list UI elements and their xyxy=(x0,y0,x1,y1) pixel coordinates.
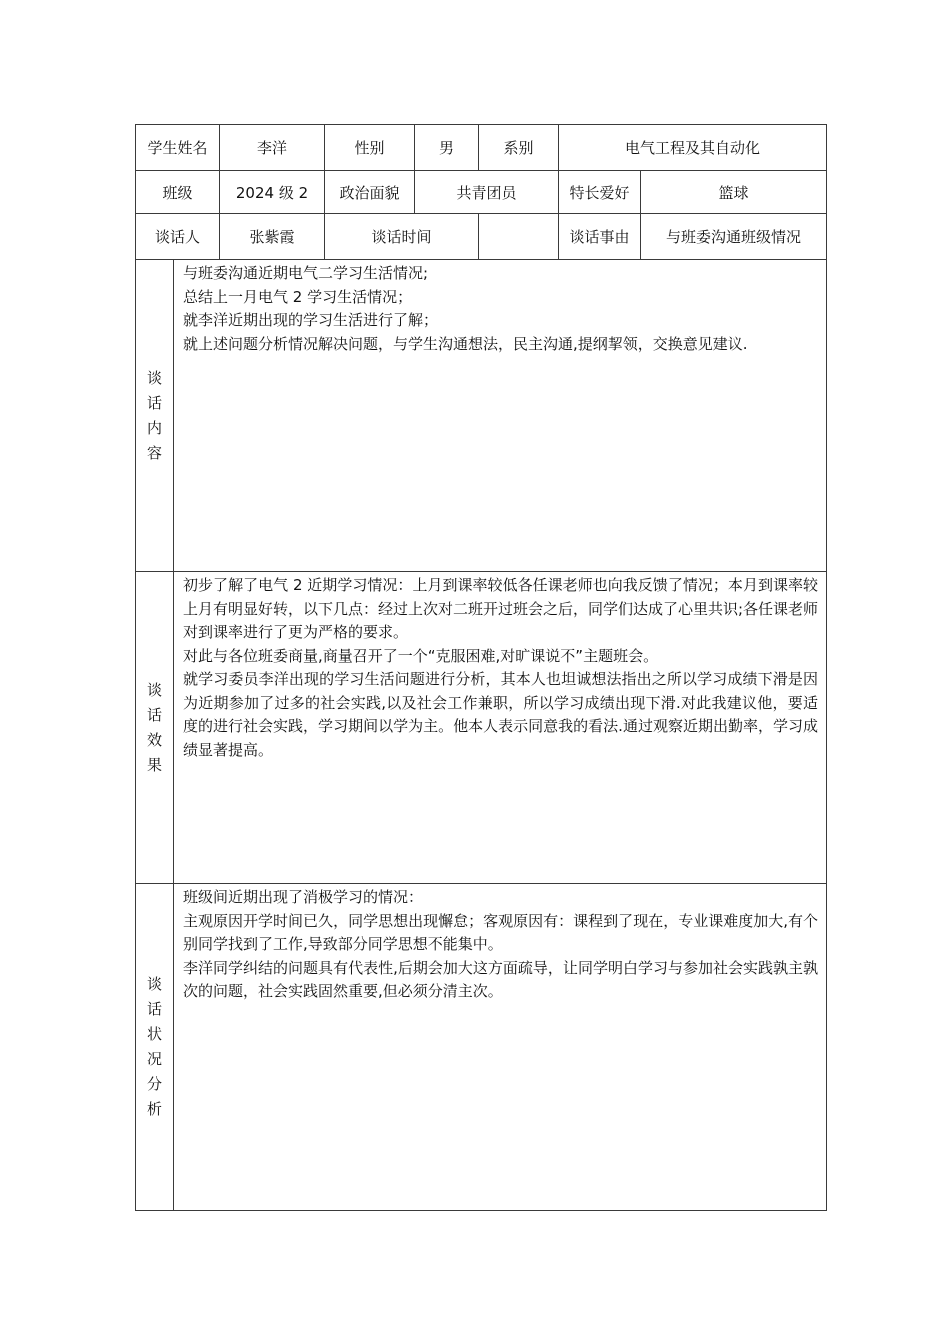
political-label: 政治面貌 xyxy=(325,171,415,214)
row-talk-info xyxy=(136,214,827,260)
effect-paragraph: 对此与各位班委商量,商量召开了一个“克服困难,对旷课说不”主题班会。 xyxy=(183,646,659,665)
interviewer-label: 谈话人 xyxy=(136,214,220,260)
class-value: 2024 级 2 xyxy=(220,171,325,214)
content-line: 总结上一月电气 2 学习生活情况； xyxy=(183,287,413,306)
gender-value: 男 xyxy=(415,125,479,171)
content-line: 就上述问题分析情况解决问题，与学生沟通想法，民主沟通,提纲挈领，交换意见建议. xyxy=(183,334,748,353)
reason-label: 谈话事由 xyxy=(559,214,641,260)
department-label: 系别 xyxy=(479,125,559,171)
content-line: 就李洋近期出现的学习生活进行了解； xyxy=(183,311,439,329)
row-class-info xyxy=(136,171,827,214)
hobby-value: 篮球 xyxy=(641,171,827,214)
talk-record-table xyxy=(135,124,827,1211)
section-content xyxy=(136,260,827,572)
section-body-analysis xyxy=(174,884,827,1211)
analysis-paragraph: 班级间近期出现了消极学习的情况： xyxy=(183,888,424,906)
analysis-paragraph: 主观原因开学时间已久，同学思想出现懈怠；客观原因有：课程到了现在，专业课难度加大,有个别同学找到了工作,导致部分同学思想不能集中。 xyxy=(183,911,819,953)
student-name-label: 学生姓名 xyxy=(136,125,220,171)
political-value: 共青团员 xyxy=(415,171,559,214)
analysis-paragraph: 李洋同学纠结的问题具有代表性,后期会加大这方面疏导，让同学明白学习与参加社会实践孰主孰次的问题，社会实践固然重要,但必须分清主次。 xyxy=(183,958,819,1000)
section-body-effect xyxy=(174,572,827,884)
section-body-content xyxy=(174,260,827,572)
reason-value: 与班委沟通班级情况 xyxy=(641,214,827,260)
hobby-label: 特长爱好 xyxy=(559,171,641,214)
effect-paragraph: 就学习委员李洋出现的学习生活问题进行分析，其本人也坦诚想法指出之所以学习成绩下滑是因为近期参加了过多的社会实践,以及社会工作兼职，所以学习成绩出现下滑.对此我建议他，要适度的进行社会实践，学习期间以学为主。他本人表示同意我的看法.通过观察近期出勤率，学习成绩显著提高。 xyxy=(183,670,819,759)
talk-time-label: 谈话时间 xyxy=(325,214,479,260)
student-name-value: 李洋 xyxy=(220,125,325,171)
effect-paragraph: 初步了解了电气 2 近期学习情况：上月到课率较低各任课老师也向我反馈了情况；本月到课率较上月有明显好转，以下几点：经过上次对二班开过班会之后，同学们达成了心里共识;各任课老师对到课率进行了更为严格的要求。 xyxy=(183,576,819,641)
section-analysis xyxy=(136,884,827,1211)
section-label-analysis: 谈 话 状 况 分 析 xyxy=(136,884,174,1211)
section-label-effect: 谈 话 效 果 xyxy=(136,572,174,884)
section-label-content: 谈 话 内 容 xyxy=(136,260,174,572)
section-effect xyxy=(136,572,827,884)
interviewer-value: 张紫霞 xyxy=(220,214,325,260)
class-label: 班级 xyxy=(136,171,220,214)
talk-time-value xyxy=(479,214,559,260)
gender-label: 性别 xyxy=(325,125,415,171)
content-line: 与班委沟通近期电气二学习生活情况; xyxy=(183,264,429,282)
row-student-info xyxy=(136,125,827,171)
department-value: 电气工程及其自动化 xyxy=(559,125,827,171)
